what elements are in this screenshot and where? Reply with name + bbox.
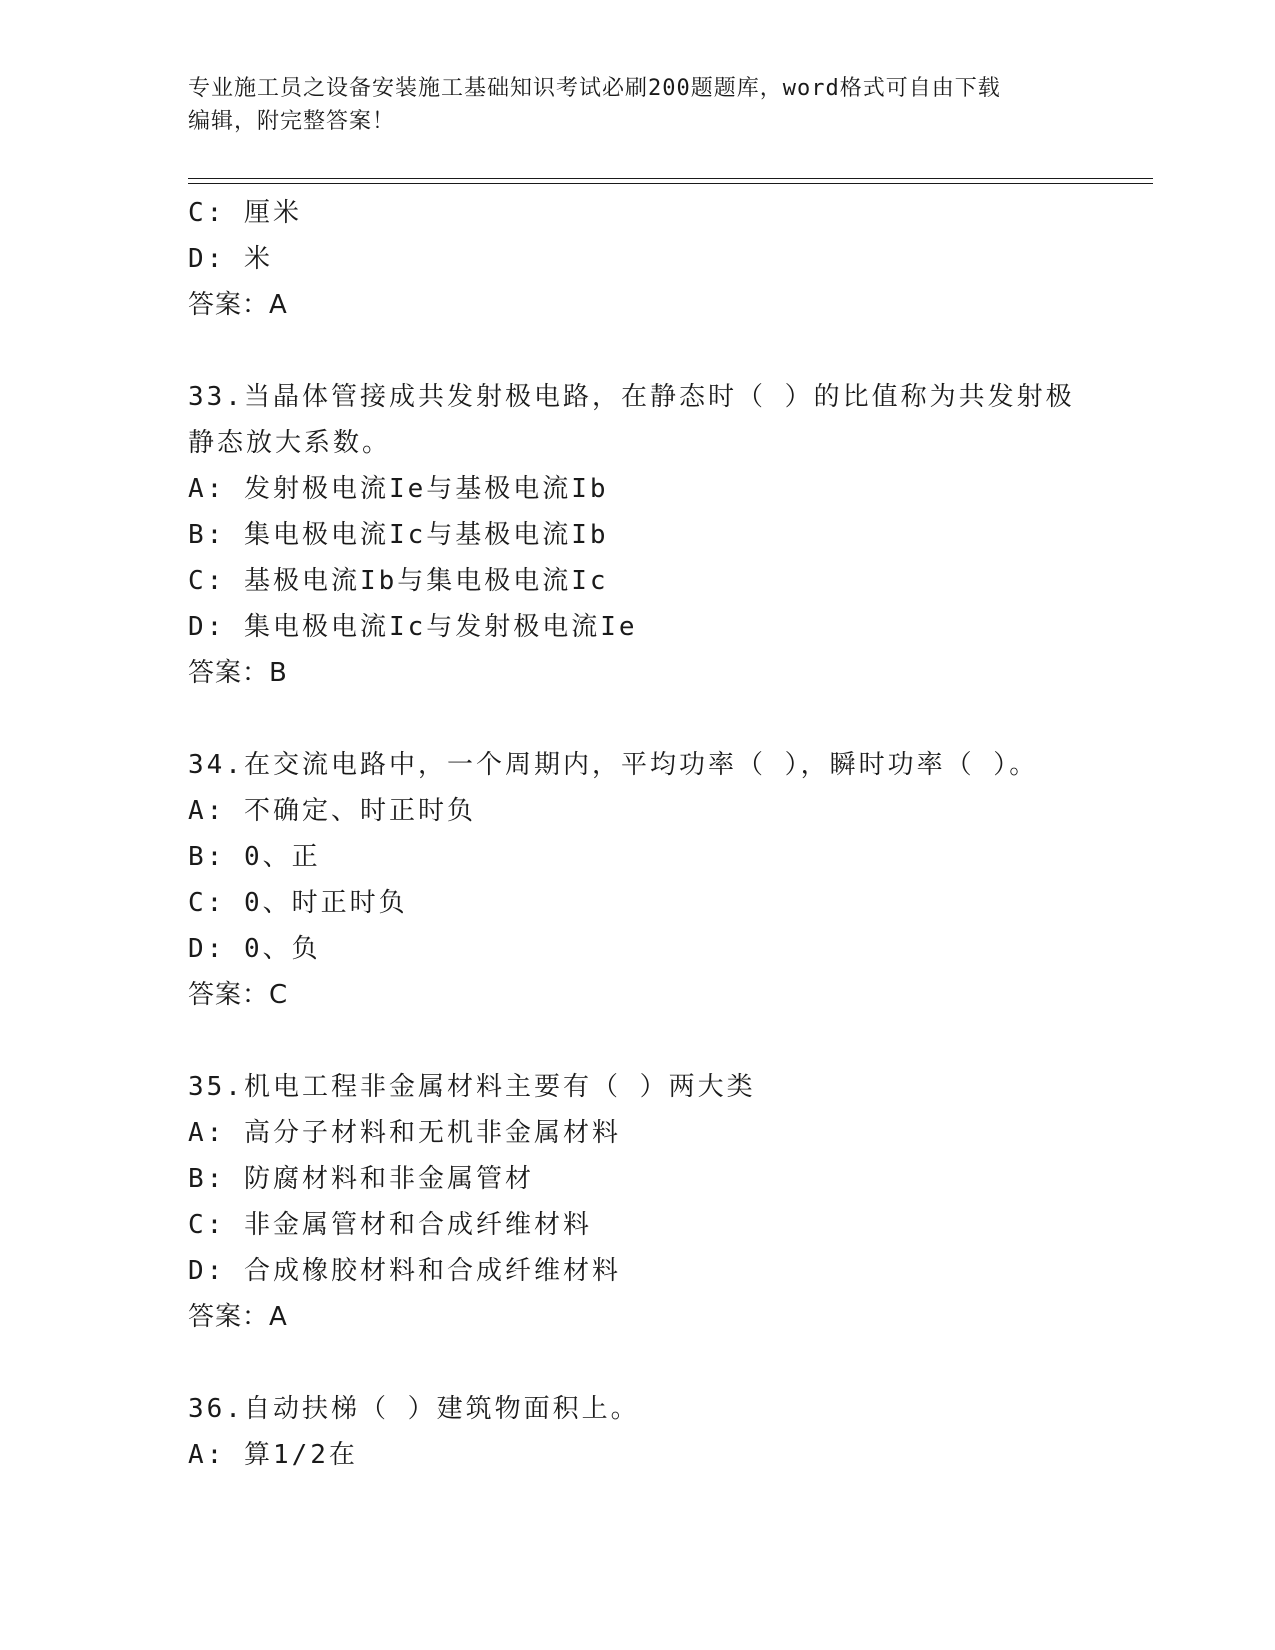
option-d: D: 0、负 [188, 934, 321, 964]
question-block-34 [188, 742, 1088, 1018]
question-list [188, 190, 1088, 1478]
question-block-33 [188, 374, 1088, 696]
option-c: C: 0、时正时负 [188, 888, 408, 918]
header-divider-bottom [188, 183, 1153, 184]
option-b: B: 集电极电流Ic与基极电流Ib [188, 520, 609, 550]
option-c: C: 非金属管材和合成纤维材料 [188, 1210, 592, 1240]
question-stem-continued: 静态放大系数。 [188, 428, 392, 458]
option-c: C: 基极电流Ib与集电极电流Ic [188, 566, 609, 596]
header-divider-top [188, 178, 1153, 179]
question-stem: 34.在交流电路中，一个周期内，平均功率（ ），瞬时功率（ ）。 [188, 750, 1039, 780]
option-c: C: 厘米 [188, 198, 302, 228]
header-line-2: 编辑，附完整答案！ [188, 109, 396, 134]
answer-line: 答案：B [188, 658, 288, 688]
answer-line: 答案：A [188, 290, 288, 320]
answer-line: 答案：C [188, 980, 289, 1010]
question-block-prev [188, 190, 1088, 328]
option-a: A: 发射极电流Ie与基极电流Ib [188, 474, 609, 504]
option-a: A: 高分子材料和无机非金属材料 [188, 1118, 621, 1148]
option-a: A: 算1/2在 [188, 1440, 358, 1470]
question-block-36 [188, 1386, 1088, 1478]
answer-line: 答案：A [188, 1302, 288, 1332]
option-b: B: 防腐材料和非金属管材 [188, 1164, 534, 1194]
option-d: D: 集电极电流Ic与发射极电流Ie [188, 612, 638, 642]
question-stem: 36.自动扶梯（ ）建筑物面积上。 [188, 1394, 640, 1424]
header-line-1: 专业施工员之设备安装施工基础知识考试必刷200题题库，word格式可自由下载 [188, 76, 1001, 101]
question-stem: 33.当晶体管接成共发射极电路，在静态时（ ）的比值称为共发射极 [188, 382, 1075, 412]
option-b: B: 0、正 [188, 842, 321, 872]
question-stem: 35.机电工程非金属材料主要有（ ）两大类 [188, 1072, 756, 1102]
option-d: D: 米 [188, 244, 273, 274]
document-header [188, 72, 1088, 138]
option-a: A: 不确定、时正时负 [188, 796, 476, 826]
option-d: D: 合成橡胶材料和合成纤维材料 [188, 1256, 621, 1286]
question-block-35 [188, 1064, 1088, 1340]
